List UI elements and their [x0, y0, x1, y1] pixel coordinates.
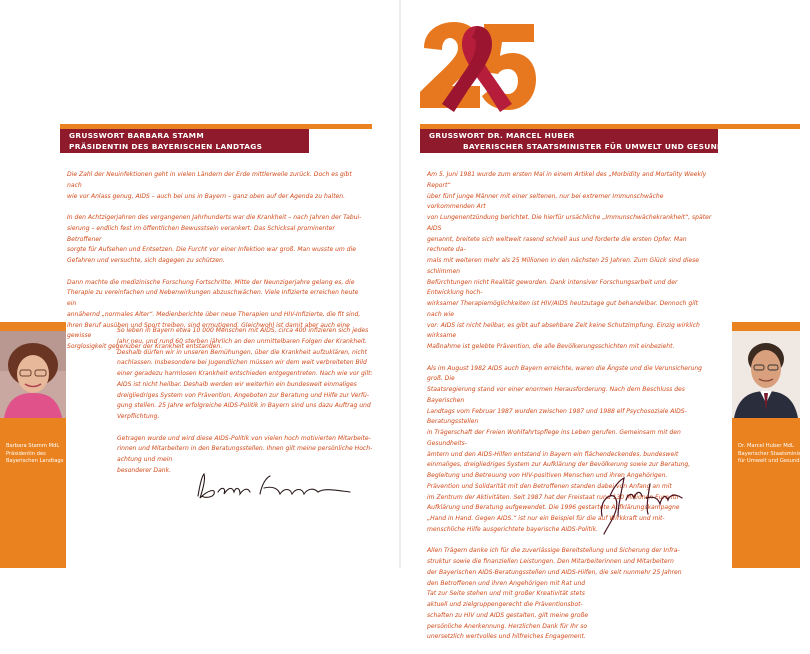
anniversary-25-logo: [414, 18, 540, 116]
left-caption-role-1: Präsidentin des: [6, 450, 46, 457]
right-caption-role-1: Bayerischer Staatsminister: [738, 450, 809, 457]
left-paragraph-1: Die Zahl der Neuinfektionen geht in vielen Ländern der Erde mittlerweile zurück. Doch es gibt nach wie vor Anlass genug, AIDS – auch bei uns in Bayern – ganz oben auf der Agenda zu halten.: [67, 171, 352, 200]
left-caption-role-2: Bayerischen Landtags: [6, 458, 64, 465]
right-body: [427, 170, 712, 654]
left-paragraph-5: Getragen wurde und wird diese AIDS-Politik von vielen hoch motivierten Mitarbeite- rinnen und Mitarbeitern in den Beratungsstellen. Ihnen gilt meine persönliche Hoch- achtung und mein besonderer Dank.: [117, 434, 373, 474]
left-body-lower: [117, 326, 379, 487]
left-paragraph-3: Dann machte die medizinische Forschung Fortschritte. Mitte der Neunzigerjahre gelang es, die Therapie zu vereinfachen und Nebenwirkungen abzuschwächen. Viele Infizierte erreichen heute ein annähernd „normales Alter“. Medienberichte über neue Therapien und HIV-Infizierte, die fit sind, ihren Beruf ausüben und Sport treiben, sind ermutigend. Gleichwohl ist damit aber auch eine gewisse Sorglosigkeit gegenüber der Krankheit entstanden.: [67, 278, 361, 350]
marcel-huber-portrait: [732, 331, 800, 418]
right-paragraph-1: Am 5. Juni 1981 wurde zum ersten Mal in einem Artikel des „Morbidity and Mortality Weekly Report“ über fünf junge Männer mit einer seltenen, nur bei extremer Immunschwäche vorkommenden Art von Lungenentzündung berichtet. Die hierfür ursächliche „Immunschwächekrankheit“, später AIDS genannt, breitete sich weltweit rasend schnell aus und forderte die ersten Opfer. Man rechnete da- mals mit weiteren mehr als 25 Millionen in den nächsten 25 Jahren. Zum Glück sind diese schlimmen Befürchtungen nicht Realität geworden. Dank intensiver Forschungsarbeit und der Entwicklung hoch- wirksamer Therapiemöglichkeiten ist HIV/AIDS heutzutage gut behandelbar. Dennoch gilt nach wie vor: AIDS ist nicht heilbar, es gibt auf absehbare Zeit keine Schutzimpfung. Einzig wirklich wirksame Maßnahme ist gelebte Prävention, die alle Bevölkerungsschichten mit einbezieht.: [427, 171, 712, 350]
barbara-stamm-signature: [194, 470, 354, 504]
left-header: [60, 129, 309, 153]
right-header-subtitle: BAYERISCHER STAATSMINISTER FÜR UMWELT UND GESUNDHEIT: [463, 141, 744, 151]
right-paragraph-2: Als im August 1982 AIDS auch Bayern erreichte, waren die Ängste und die Verunsicherung groß. Die Staatsregierung stand vor einer enormen Herausforderung. Nach dem Beschluss des Bayerischen Landtags vom Februar 1987 wurden zwischen 1987 und 1988 elf Psychosoziale AIDS-Beratungsstellen in Trägerschaft der Freien Wohlfahrtspflege ins Leben gerufen. Gemeinsam mit den Gesundheits- ämtern und den AIDS-Hilfen entstand in Bayern ein flächendeckendes, bundesweit einmaliges, dreigliedriges System zur Aufklärung der Bevölkerung sowie zur Beratung, Begleitung und Betreuung von HIV-positiven Menschen und ihren Angehörigen. Prävention und Solidarität mit den Betroffenen standen dabei von Anfang an mit im Zentrum der Aktivitäten. Seit 1987 hat der Freistaat rund 130 Millionen Euro für Aufklärung und Beratung aufgewendet. Die 1996 gestartete Aufklärungskampagne „Hand in Hand. Gegen AIDS.“ ist nur ein Beispiel für die auf Wirkkraft und mit- menschliche Hilfe ausgerichtete bayerische AIDS-Politik.: [427, 364, 702, 533]
left-paragraph-2: In den Achtzigerjahren des vergangenen Jahrhunderts war die Krankheit – nach Jahren der Tabui- sierung – endlich fest im öffentlichen Bewusstsein verankert. Das Schicksal prominenter Betroffener sorgte für Aufsehen und Entsetzen. Die Furcht vor einer Infektion war groß. Man wusste um die Gefahren und versuchte, sich dagegen zu schützen.: [67, 214, 362, 264]
left-paragraph-4: So leben in Bayern etwa 10 000 Menschen mit AIDS, circa 400 infizieren sich jedes Jahr neu, und rund 60 sterben jährlich an den unmittelbaren Folgen der Krankheit. Deshalb dürfen wir in unseren Bemühungen, über die Krankheit aufzuklären, nicht nachlassen. Insbesondere bei Jugendlichen müssen wir dem weit verbreiteten Bild einer geradezu harmlosen Krankheit entschieden entgegentreten. Nach wie vor gilt: AIDS ist nicht heilbar. Deshalb werden wir weiterhin ein bundesweit einmaliges dreigliedriges System von Prävention, Angeboten zur Beratung und Hilfe zur Verfü- gung stellen. 25 Jahre erfolgreiche AIDS-Politik in Bayern sind uns dazu Auftrag und Verpflichtung.: [117, 327, 373, 420]
right-caption-role-2: für Umwelt und Gesundheit: [738, 458, 810, 465]
left-header-subtitle: PRÄSIDENTIN DES BAYERISCHEN LANDTAGS: [69, 141, 263, 151]
left-caption: [6, 443, 66, 466]
marcel-huber-signature: [596, 476, 688, 538]
page-gutter: [399, 0, 401, 568]
right-caption-name: Dr. Marcel Huber MdL: [738, 443, 794, 449]
barbara-stamm-portrait: [0, 331, 66, 418]
right-header-title: GRUSSWORT DR. MARCEL HUBER: [429, 131, 575, 140]
right-header: [420, 129, 744, 153]
right-paragraph-3: Allen Trägern danke ich für die zuverlässige Bereitstellung und Sicherung der Infra- struktur sowie die finanziellen Leistungen. Den Mitarbeiterinnen und Mitarbeitern der Bayerischen AIDS-Beratungsstellen und AIDS-Hilfen, die seit nunmehr 25 Jahren den Betroffenen und ihren Angehörigen mit Rat und Tat zur Seite stehen und mit großer Kreativität stets aktuell und zielgruppengerecht die Präventionsbot- schaften zu HIV und AIDS gestalten, gilt meine große persönliche Anerkennung. Herzlichen Dank für Ihr so unersetzlich wertvolles und hilfreiches Engagement.: [427, 547, 682, 641]
left-header-title: GRUSSWORT BARBARA STAMM: [69, 131, 204, 140]
left-caption-name: Barbara Stamm MdL: [6, 443, 60, 449]
right-caption: [738, 443, 810, 466]
